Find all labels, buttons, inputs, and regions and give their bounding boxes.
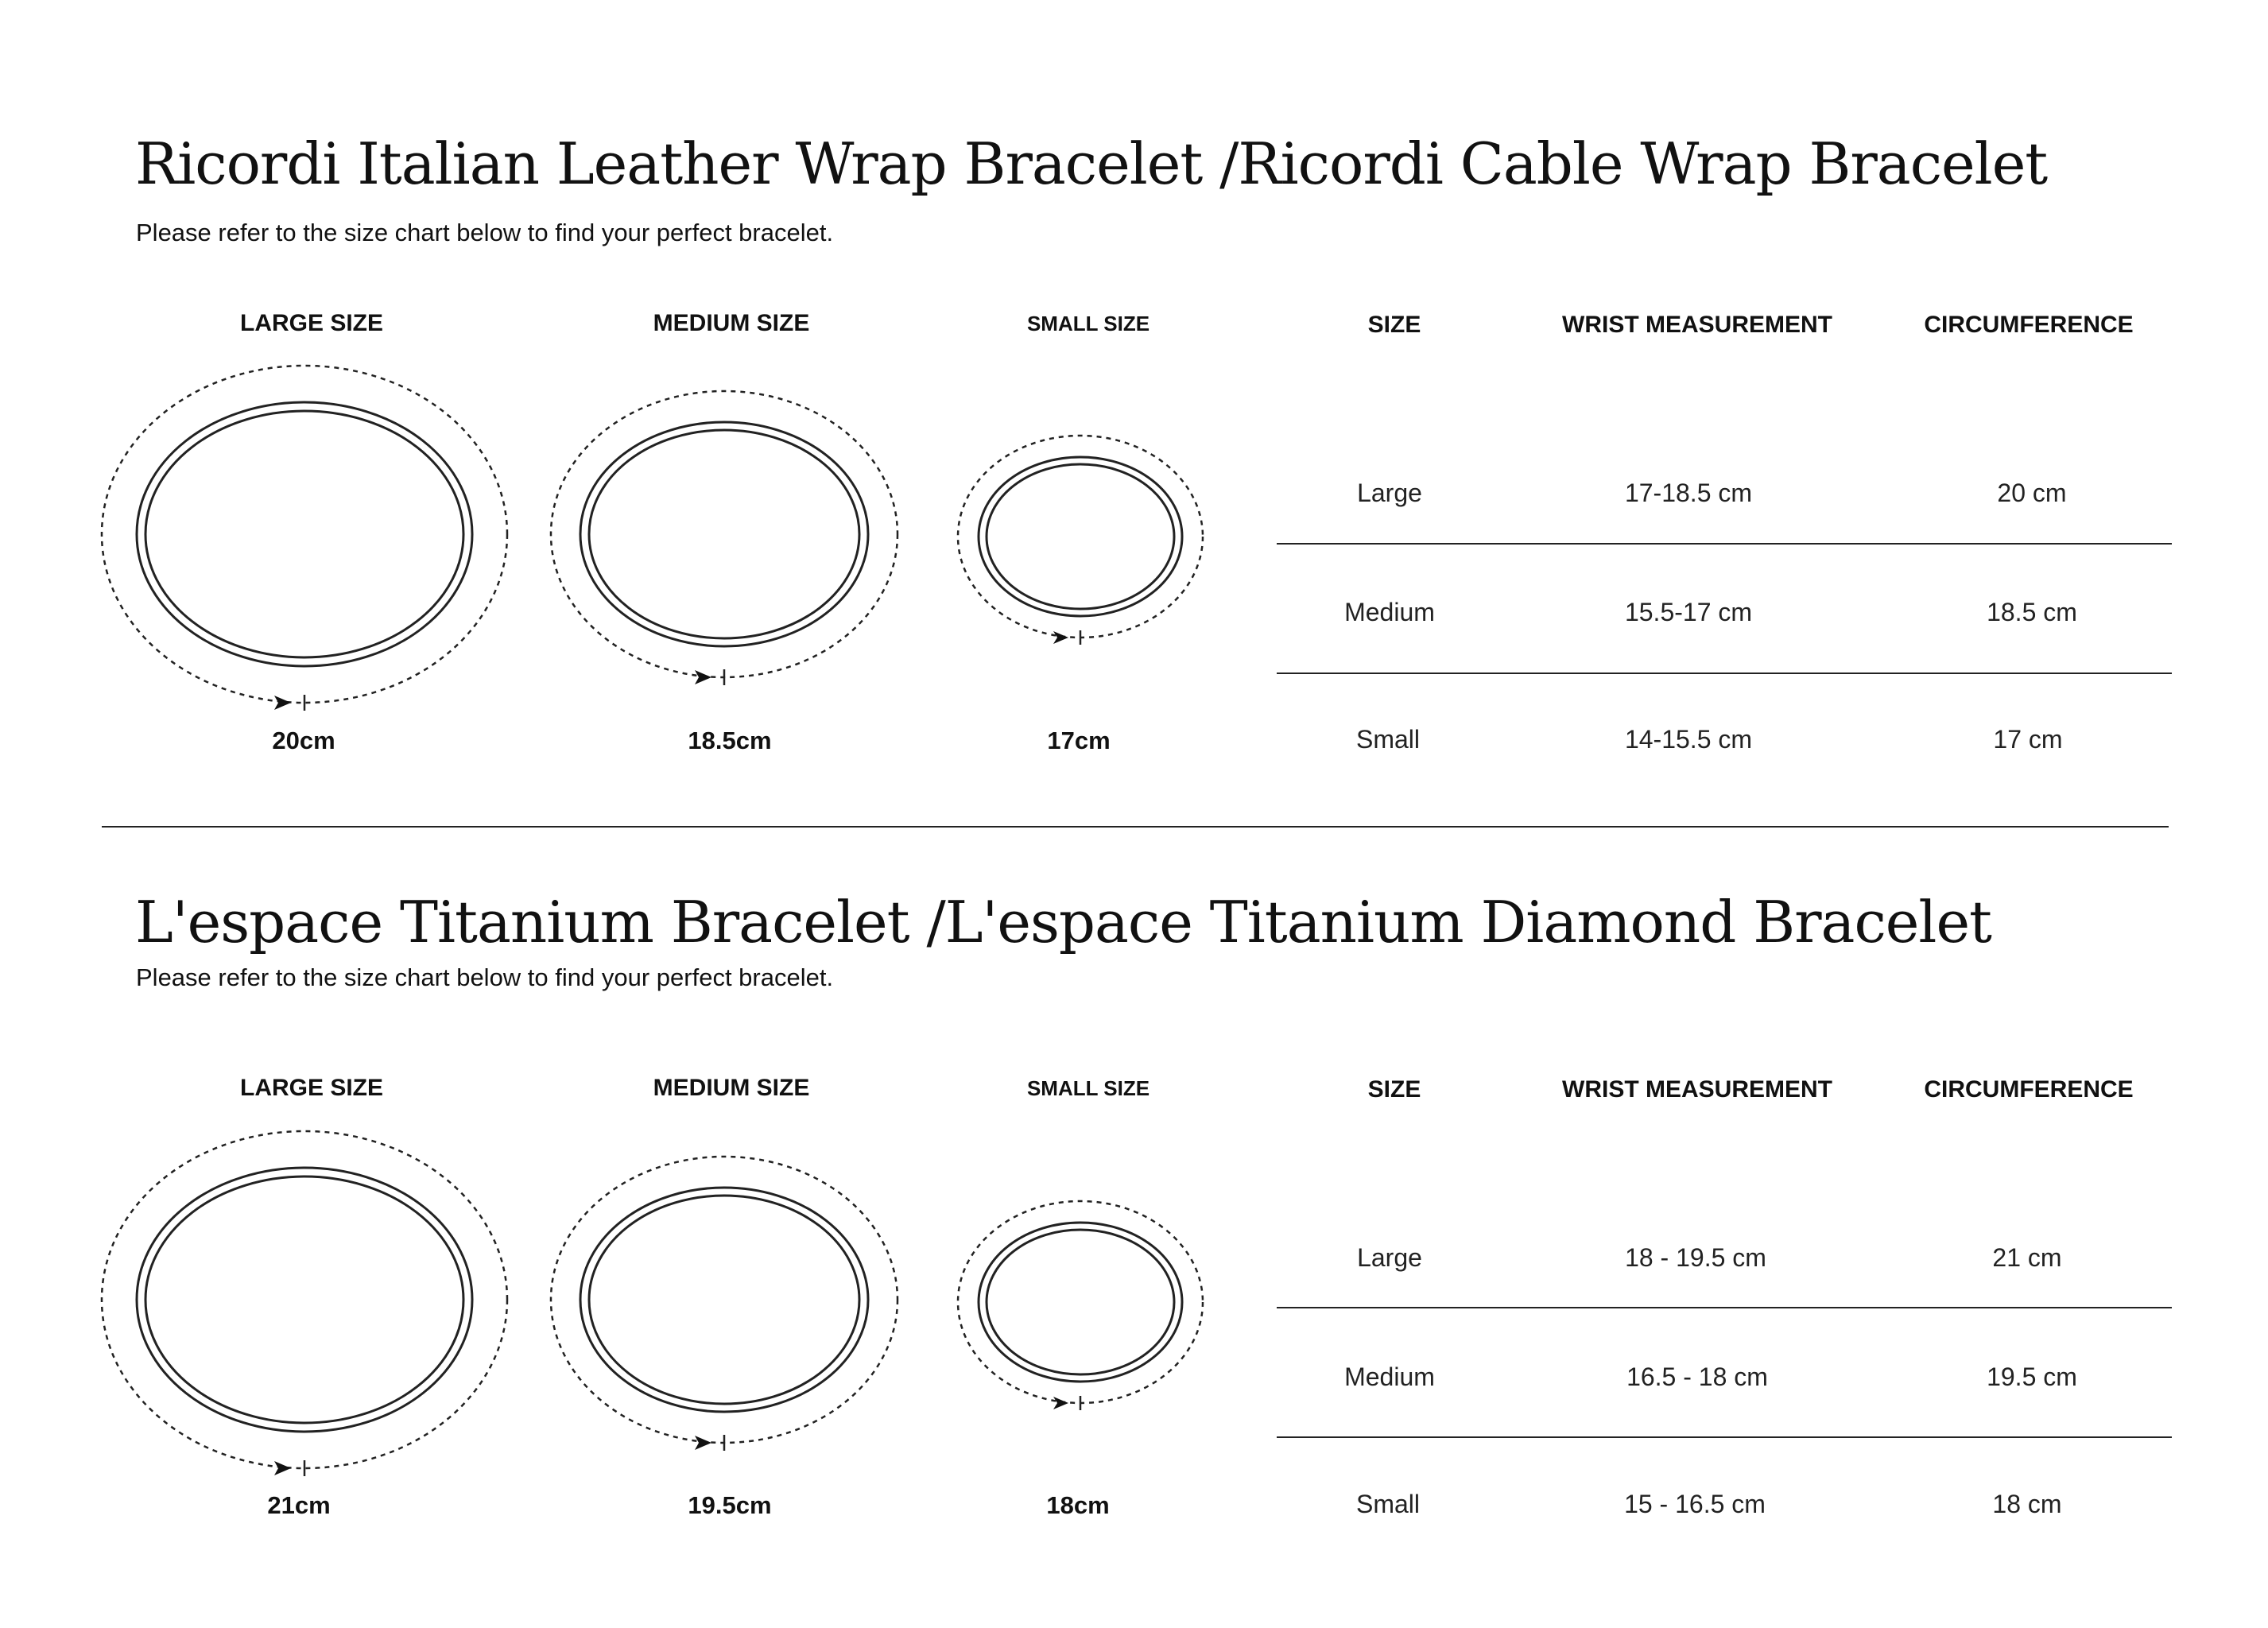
- section-1-subtitle: Please refer to the size chart below to find your perfect bracelet.: [136, 219, 834, 246]
- section-1-row-medium-wrist: 15.5-17 cm: [1624, 598, 1753, 626]
- section-2-header-size: SIZE: [1367, 1076, 1421, 1103]
- section-1-row-large-circumference: 20 cm: [1997, 479, 2067, 507]
- section-2-large-size-label: LARGE SIZE: [239, 1075, 384, 1101]
- section-2-small-bracelet-icon: [958, 1201, 1203, 1410]
- section-1-small-measurement: 17cm: [1047, 727, 1111, 754]
- section-2-large-measurement: 21cm: [267, 1491, 331, 1519]
- section-2-large-bracelet-icon: [102, 1131, 507, 1476]
- section-1-row-medium-circumference: 18.5 cm: [1987, 598, 2077, 626]
- section-2-medium-bracelet-icon: [551, 1157, 898, 1451]
- section-1-row-small-circumference: 17 cm: [1993, 725, 2063, 754]
- section-1-row-small-wrist: 14-15.5 cm: [1624, 725, 1753, 754]
- section-1-row-large-wrist: 17-18.5 cm: [1624, 479, 1753, 507]
- section-1-header-size: SIZE: [1367, 312, 1421, 338]
- section-2-medium-measurement: 19.5cm: [688, 1491, 772, 1519]
- section-1-header-circumference: CIRCUMFERENCE: [1924, 312, 2134, 338]
- section-2-row-large-wrist: 18 - 19.5 cm: [1625, 1243, 1766, 1272]
- section-2-subtitle: Please refer to the size chart below to find your perfect bracelet.: [136, 963, 834, 991]
- section-1-header-wrist: WRIST MEASUREMENT: [1562, 312, 1832, 338]
- section-2-row-medium-size: Medium: [1344, 1362, 1435, 1391]
- section-2-row-large-circumference: 21 cm: [1992, 1243, 2062, 1272]
- section-2-row-large-size: Large: [1357, 1243, 1422, 1272]
- section-2-small-size-label: SMALL SIZE: [1026, 1076, 1150, 1100]
- section-2-row-medium-circumference: 19.5 cm: [1987, 1362, 2077, 1391]
- section-2-small-measurement: 18cm: [1046, 1491, 1110, 1519]
- section-1-small-size-label: SMALL SIZE: [1026, 312, 1150, 335]
- section-2-header-circumference: CIRCUMFERENCE: [1924, 1076, 2134, 1103]
- section-2-title: L'espace Titanium Bracelet /L'espace Titanium Diamond Bracelet: [135, 889, 1991, 955]
- section-1-row-large-size: Large: [1357, 479, 1422, 507]
- section-1-medium-bracelet-icon: [551, 391, 898, 685]
- section-2-header-wrist: WRIST MEASUREMENT: [1562, 1076, 1832, 1103]
- section-1-medium-size-label: MEDIUM SIZE: [653, 310, 810, 336]
- section-1-title: Ricordi Italian Leather Wrap Bracelet /Ricordi Cable Wrap Bracelet: [135, 130, 2048, 197]
- section-2-row-small-wrist: 15 - 16.5 cm: [1624, 1490, 1766, 1518]
- section-1-medium-measurement: 18.5cm: [688, 727, 772, 754]
- section-2-medium-size-label: MEDIUM SIZE: [653, 1075, 810, 1101]
- section-1-large-size-label: LARGE SIZE: [239, 310, 384, 336]
- section-1-row-small-size: Small: [1355, 725, 1421, 754]
- section-1-large-measurement: 20cm: [272, 727, 335, 754]
- section-2-row-small-circumference: 18 cm: [1992, 1490, 2062, 1518]
- section-1-large-bracelet-icon: [102, 366, 507, 711]
- section-2-row-small-size: Small: [1355, 1490, 1421, 1518]
- section-2-row-medium-wrist: 16.5 - 18 cm: [1626, 1362, 1768, 1391]
- section-1-row-medium-size: Medium: [1344, 598, 1435, 626]
- section-1-small-bracelet-icon: [958, 436, 1203, 645]
